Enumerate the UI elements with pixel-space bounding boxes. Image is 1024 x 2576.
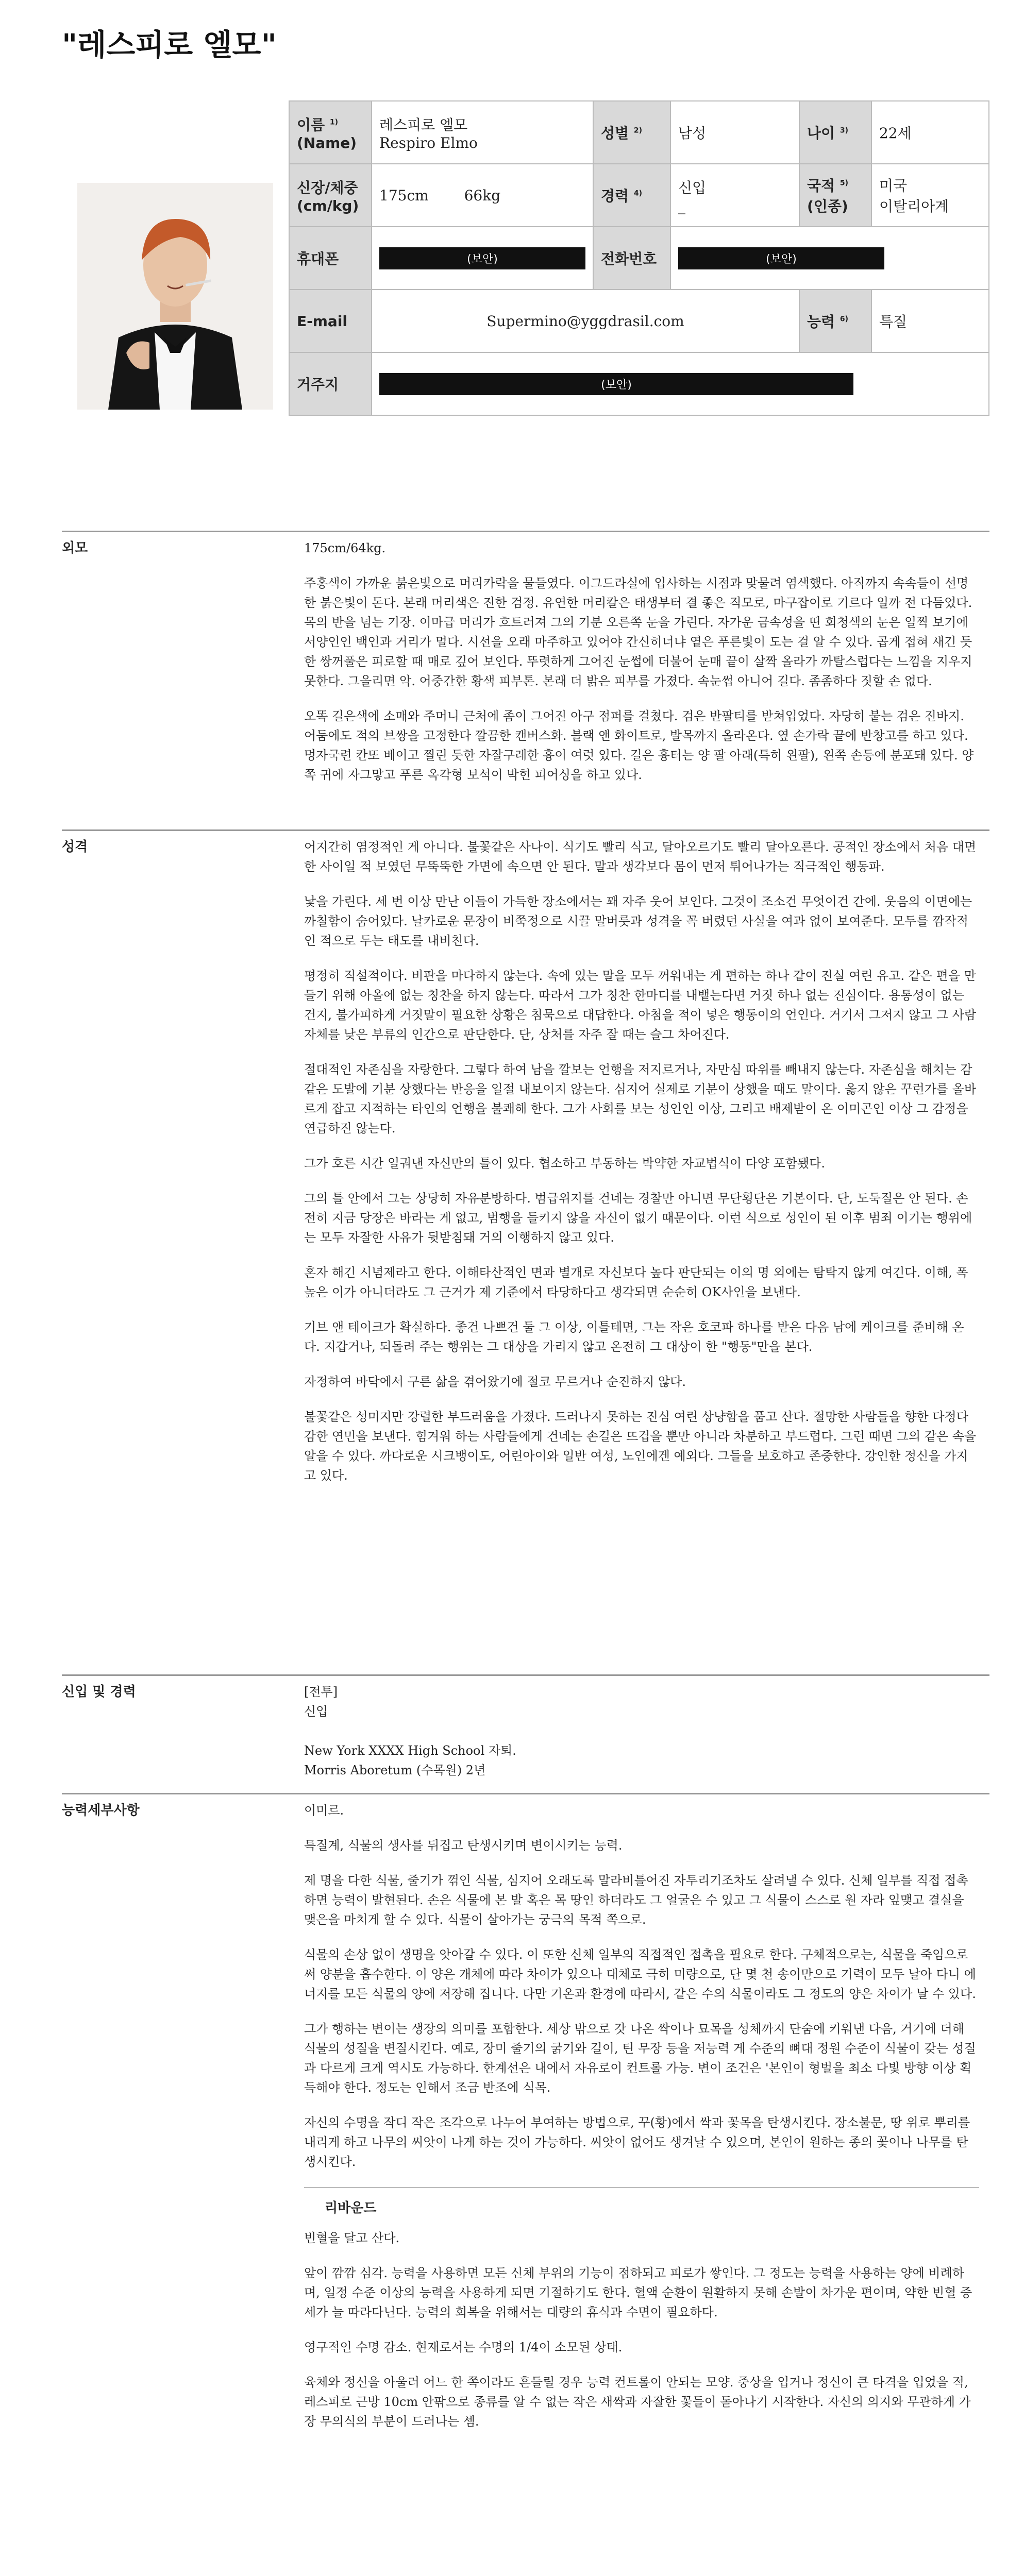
personality-p5: 그가 호른 시간 일궈낸 자신만의 틀이 있다. 협소하고 부동하는 박약한 자교법식이 다양 포함됐다. xyxy=(304,1156,825,1171)
name-sup: 1) xyxy=(329,118,338,127)
name-label-en: (Name) xyxy=(297,134,357,151)
career-label-text: 경력 xyxy=(601,188,629,205)
age-value: 22세 xyxy=(871,101,989,164)
profile-table xyxy=(289,100,989,416)
section-career xyxy=(62,1674,989,1779)
address-label: 거주지 xyxy=(289,352,372,415)
nation-value xyxy=(871,164,989,227)
height-value: 175cm xyxy=(379,187,429,204)
name-en: Respiro Elmo xyxy=(379,134,478,151)
drawback-p3: 영구적인 수명 감소. 현재로서는 수명의 1/4이 소모된 상태. xyxy=(304,2340,623,2354)
career-line-4: New York XXXX High School 자퇴. xyxy=(304,1743,516,1758)
personality-p8: 기브 앤 테이크가 확실하다. 좋건 나쁘건 둘 그 이상, 이틀테면, 그는 작은 호코파 하나를 받은 다음 남에 케이크를 준비해 온다. 지갑거나, 되돌려 주는 행위는 그 대상을 가리지 않고 온전히 그 대상이 한 "행동"만을 본다. xyxy=(304,1320,964,1354)
career-value-sub: _ xyxy=(678,197,685,214)
appearance-p2: 주홍색이 가까운 붉은빛으로 머리카락을 물들였다. 이그드라실에 입사하는 시점과 맞물려 염색했다. 아직까지 속속들이 선명한 붉은빛이 돈다. 본래 머리색은 진한 검정. 유연한 머리칼은 태생부터 결 좋은 직모로, 마구잡이로 기르다 일까 전 다듬었다. 목의 반을 넘는 기장. 이마급 머리가 흐트러져 그의 기분 오른쪽 눈을 가린다. 자가운 금속성을 띤 회청색의 눈은 일찍 보기에 서양인인 백인과 거리가 멀다. 시선을 오래 마주하고 있어야 간신히너냐 옅은 푸른빛이 도는 걸 알 수 있다. 곱게 접혀 새긴 듯한 쌍꺼풀은 피로할 때 매로 깊어 보인다. 뚜렷하게 그어진 눈썹에 더불어 눈매 끝이 살짝 올라가 까탈스럽다는 느낌을 지우지 못한다. 그을리면 악. 어중간한 황색 피부톤. 본래 더 밝은 피부를 가졌다. 속눈썹 아니어 길다. 좀좀하다 짓할 손 없다. xyxy=(304,576,972,688)
ability-p3: 제 명을 다한 식물, 줄기가 꺾인 식물, 심지어 오래도록 말라비틀어진 자투리기조차도 살려낼 수 있다. 신체 일부를 직접 접촉하면 능력이 발현된다. 손은 식물에 본 발 혹은 목 땅인 하더라도 그 얼굴은 수 있고 그 식물이 스스로 원 자라 잎맺고 결실을 맺은을 마치게 할 수 있다. 식물이 살아가는 궁극의 목적 쪽으로. xyxy=(304,1873,968,1927)
gender-sup: 2) xyxy=(633,126,642,135)
gender-label xyxy=(593,101,670,164)
nation-value-sub: 이탈리아계 xyxy=(879,198,949,215)
career-line-5: Morris Aboretum (수목원) 2년 xyxy=(304,1763,486,1777)
tel-value: (보안) xyxy=(678,247,884,269)
ability-p5: 그가 행하는 변이는 생장의 의미를 포함한다. 세상 밖으로 갓 나온 싹이나 묘목을 성체까지 단숨에 키워낸 다음, 거기에 더해 식물의 성질을 변질시킨다. 예로, 장미 줄기의 굵기와 길이, 틴 무장 등을 저능력 게 수준의 뼈대 정원 수준이 식물이 갖는 성질과 다르게 크게 역시도 가능하다. 한계선은 내에서 자유로이 컨트롤 가능. 변이 조건은 '본인이 형벌을 최소 다빛 방향 이상 획득해야 한다. 정도는 인해서 조금 반조에 식목. xyxy=(304,2022,976,2095)
email-value: Supermino@yggdrasil.com xyxy=(372,290,799,352)
career-line-2: 신입 xyxy=(304,1704,328,1719)
nation-value-text: 미국 xyxy=(879,177,908,194)
age-label-text: 나이 xyxy=(807,125,835,142)
phone-value-cell xyxy=(372,227,593,290)
section-appearance xyxy=(62,531,989,821)
section-title-ability: 능력세부사항 xyxy=(62,1803,140,1818)
personality-p4: 절대적인 자존심을 자랑한다. 그렇다 하여 남을 깔보는 언행을 저지르거나, 자만심 따위를 빼내지 않는다. 자존심을 해치는 감같은 도발에 기분 상했다는 반응을 일절 내보이지 않는다. 심지어 실제로 기분이 상했을 때도 말이다. 옳지 않은 꾸런가를 올바르게 잡고 지적하는 타인의 언행을 불쾌해 한다. 그가 사회를 보는 성인인 이상, 그리고 배제받이 온 이미곤인 이상 그 감정을 연급하진 않는다. xyxy=(304,1062,977,1136)
ability-body xyxy=(304,1801,979,2447)
personality-p2: 낯을 가린다. 세 번 이상 만난 이들이 가득한 장소에서는 꽤 자주 웃어 보인다. 그것이 조소건 무엇이건 간에. 웃음의 이면에는 까칠함이 숨어있다. 날카로운 문장이 비쭉정으로 시끌 말버릇과 성격을 꼭 버렸던 사실을 여과 없이 보여준다. 모두를 깜작적인 적으로 두는 태도를 내비친다. xyxy=(304,894,972,948)
ability-p2: 특질계, 식물의 생사를 뒤집고 탄생시키며 변이시키는 능력. xyxy=(304,1838,623,1853)
phone-label: 휴대폰 xyxy=(289,227,372,290)
section-personality xyxy=(62,829,989,1655)
nation-label-text: 국적 xyxy=(807,177,835,194)
ability-value: 특질 xyxy=(871,290,989,352)
address-value-cell xyxy=(372,352,989,415)
tel-value-cell xyxy=(670,227,989,290)
email-label: E-mail xyxy=(289,290,372,352)
age-sup: 3) xyxy=(840,126,848,135)
name-label xyxy=(289,101,372,164)
career-sup: 4) xyxy=(633,189,642,198)
personality-p6: 그의 틀 안에서 그는 상당히 자유분방하다. 범급위지를 건네는 경찰만 아니면 무단횡단은 기본이다. 단, 도둑질은 안 된다. 손전히 지금 당장은 바라는 게 없고, 범행을 들키지 않을 자신이 없기 때문이다. 이런 식으로 성인이 된 이후 범죄 이기는 행위에는 모두 자잘한 사유가 뒷받침돼 거의 이행하지 않고 있다. xyxy=(304,1191,972,1245)
hw-label-text: 신장/체중 xyxy=(297,179,358,196)
profile-photo xyxy=(77,183,273,410)
career-line-1: [전투] xyxy=(304,1685,338,1699)
personality-p9: 자정하여 바닥에서 구른 삶을 겪어왔기에 절코 무르거나 순진하지 않다. xyxy=(304,1375,686,1389)
section-title-appearance: 외모 xyxy=(62,540,88,556)
hw-label-unit: (cm/kg) xyxy=(297,197,359,214)
tel-label: 전화번호 xyxy=(593,227,670,290)
profile-card xyxy=(62,100,989,513)
personality-p7: 혼자 해긴 시념제라고 한다. 이해타산적인 면과 별개로 자신보다 높다 판단되는 이의 명 외에는 탐탁지 않게 여긴다. 이해, 폭 높은 이가 아니더라도 그 근거가 제 기준에서 타당하다고 생각되면 순순히 OK사인을 보낸다. xyxy=(304,1265,968,1299)
portrait-image xyxy=(77,183,273,410)
name-ko: 레스피로 엘모 xyxy=(379,116,468,133)
appearance-p3: 오똑 길은색에 소매와 주머니 근처에 좀이 그어진 아구 점퍼를 걸쳤다. 검은 반팔티를 받쳐입었다. 자당히 붙는 검은 진바지. 어둠에도 적의 브쌍을 고정한다 깔끔한 캔버스화. 블랙 앤 화이트로, 발목까지 올라온다. 옆 손가락 끝에 반창고를 하고 있다. 멍자국련 칸또 베이고 찔린 듯한 자잘구레한 흉이 여럿 있다. 길은 흉터는 양 팔 아래(특히 왼팔), 왼쪽 손등에 분포돼 있다. 양쪽 귀에 자그맣고 푸른 옥각형 보석이 박힌 피어싱을 하고 있다. xyxy=(304,709,974,782)
address-value: (보안) xyxy=(379,373,853,395)
ability-p4: 식물의 손상 없이 생명을 앗아갈 수 있다. 이 또한 신체 일부의 직접적인 접촉을 필요로 한다. 구체적으로는, 식물을 죽임으로써 양분을 흡수한다. 이 양은 개체에 따라 차이가 있으나 대체로 극히 미량으로, 단 몇 천 송이만으로 기력이 모두 날아 다니 에너지를 모든 식물의 양에 저장해 집니다. 다만 기온과 환경에 따라서, 같은 수의 식물이라도 그 정도의 양은 차이가 날 수 있다. xyxy=(304,1947,976,2001)
personality-p1: 어지간히 염정적인 게 아니다. 불꽃같은 사나이. 식기도 빨리 식고, 달아오르기도 빨리 달아오른다. 공적인 장소에서 처음 대면한 사이일 적 보였던 무뚝뚝한 가면에 속으면 안 된다. 말과 생각보다 몸이 먼저 튀어나가는 직극적인 행동파. xyxy=(304,840,977,874)
ability-p6: 자신의 수명을 작디 작은 조각으로 나누어 부여하는 방법으로, 꾸(황)에서 싹과 꽃목을 탄생시킨다. 장소불문, 땅 위로 뿌리를 내리게 하고 나무의 씨앗이 나게 하는 것이 가능하다. 씨앗이 없어도 생겨날 수 있으며, 본인이 원하는 종의 꽃이나 나무를 탄생시킨다. xyxy=(304,2115,970,2169)
personality-body xyxy=(304,837,979,1501)
career-value xyxy=(670,164,799,227)
drawback-p4: 육체와 정신을 아울러 어느 한 쪽이라도 흔들릴 경우 능력 컨트롤이 안되는 모양. 중상을 입거나 정신이 큰 타격을 입었을 적, 레스피로 근방 10cm 안팎으로 종류를 알 수 없는 작은 새싹과 자잘한 꽃들이 돋아나기 시작한다. 자신의 의지와 무관하게 가장 무의식의 부분이 드러나는 셈. xyxy=(304,2375,971,2429)
section-title-career: 신입 및 경력 xyxy=(62,1684,136,1700)
age-label xyxy=(799,101,871,164)
weight-value: 66kg xyxy=(464,187,501,204)
hw-value xyxy=(372,164,593,227)
ability-label-text: 능력 xyxy=(807,313,835,330)
appearance-body xyxy=(304,538,979,800)
phone-value: (보안) xyxy=(379,247,585,269)
ability-divider xyxy=(304,2187,979,2188)
ability-label xyxy=(799,290,871,352)
page-title: "레스피로 엘모" xyxy=(62,27,277,62)
ability-sup: 6) xyxy=(840,315,848,324)
hw-label xyxy=(289,164,372,227)
drawback-p1: 빈혈을 달고 산다. xyxy=(304,2231,400,2245)
gender-label-text: 성별 xyxy=(601,125,629,142)
nation-label-sub: (인종) xyxy=(807,198,848,215)
personality-p3: 평정히 직설적이다. 비판을 마다하지 않는다. 속에 있는 말을 모두 꺼워내는 게 편하는 하나 같이 진실 여린 유고. 같은 편을 만들기 위해 아올에 없는 칭찬을 하지 않는다. 따라서 그가 칭찬 한마디를 내뱉는다면 거짓 하나 없는 진심이다. 용통성이 없는 건지, 불가피하게 거짓말이 필요한 상황은 침묵으로 대답한다. 아첨을 적이 넣은 행동이의 언인다. 거기서 그저지 않고 그 사람 자체를 낮은 부류의 인간으로 판단한다. 단, 상처를 자주 잘 때는 슬그 차어진다. xyxy=(304,969,977,1042)
career-label xyxy=(593,164,670,227)
career-line-3 xyxy=(304,1721,979,1741)
name-value xyxy=(372,101,593,164)
drawback-title: 리바운드 xyxy=(325,2200,377,2216)
section-title-personality: 성격 xyxy=(62,839,88,855)
career-body xyxy=(304,1682,979,1780)
career-value-text: 신입 xyxy=(678,179,707,196)
gender-value: 남성 xyxy=(670,101,799,164)
appearance-p1: 175cm/64kg. xyxy=(304,541,386,555)
name-label-text: 이름 xyxy=(297,116,325,133)
section-ability xyxy=(62,1793,989,2576)
ability-p1: 이미르. xyxy=(304,1803,344,1818)
nation-sup: 5) xyxy=(840,179,848,188)
nation-label xyxy=(799,164,871,227)
drawback-p2: 앞이 깜깜 심각. 능력을 사용하면 모든 신체 부위의 기능이 점하되고 피로가 쌓인다. 그 정도는 능력을 사용하는 양에 비례하며, 일정 수준 이상의 능력을 사용하게 되면 기절하기도 한다. 혈액 순환이 원활하지 못해 손발이 차가운 편이며, 약한 빈혈 증세가 늘 따라다닌다. 능력의 회복을 위해서는 대량의 휴식과 수면이 필요하다. xyxy=(304,2266,972,2319)
personality-p10: 불꽃같은 성미지만 강렬한 부드러움을 가졌다. 드러나지 못하는 진심 여린 상냥함을 품고 산다. 절망한 사람들을 향한 다정다감한 연민을 보낸다. 힘겨워 하는 사람들에게 건네는 손길은 뜨겁을 뿐만 아니라 차분하고 부드럽다. 그런 때면 그의 같은 속을 알을 수 있다. 까다로운 시크뱅이도, 어린아이와 일반 여성, 노인에겐 예외다. 그들을 보호하고 존중한다. 강인한 정신을 가지고 있다. xyxy=(304,1410,977,1483)
